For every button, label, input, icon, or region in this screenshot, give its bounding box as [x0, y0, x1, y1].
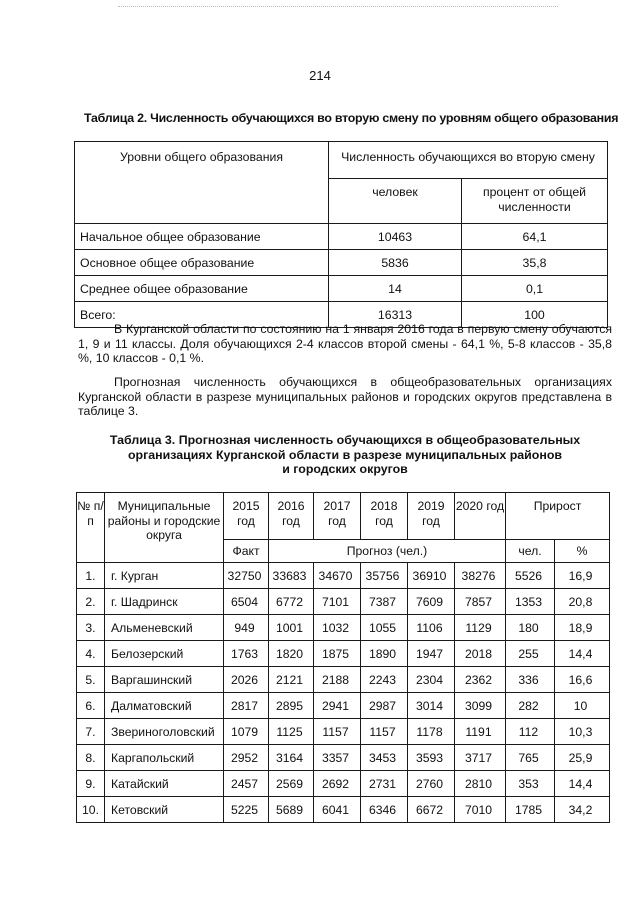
table3-header-forecast: Прогноз (чел.)	[269, 540, 506, 563]
table2-header-count-group: Численность обучающихся во вторую смену	[329, 142, 608, 179]
table3-growth-people: 255	[506, 641, 555, 667]
table3-value-2015: 6504	[224, 589, 269, 615]
table-row	[75, 276, 608, 302]
table3-value-2015: 32750	[224, 563, 269, 589]
paragraph-2	[78, 375, 612, 419]
table3-value-2018: 3453	[361, 745, 408, 771]
table3-header-year: 2016 год	[269, 493, 314, 540]
table3-value-2018: 2243	[361, 667, 408, 693]
table3-header-num: № п/п	[77, 493, 105, 563]
table3-district-name: Белозерский	[105, 641, 224, 667]
table3-value-2020: 2362	[455, 667, 506, 693]
paragraph-2-text: Прогнозная численность обучающихся в общеобразовательных организациях Курганской области в разрезе муниципальных районов и городских округов представлена в таблице 3.	[78, 375, 612, 418]
table3-row-num: 3.	[77, 615, 105, 641]
table3-growth-people: 180	[506, 615, 555, 641]
table3-header-district: Муниципальные районы и городские округа	[105, 493, 224, 563]
table3-row-num: 4.	[77, 641, 105, 667]
table3-growth-people: 1785	[506, 797, 555, 823]
table2-caption: Таблица 2. Численность обучающихся во вторую смену по уровням общего образования	[84, 111, 619, 125]
table3	[76, 492, 610, 823]
paragraph-1-text: В Курганской области по состоянию на 1 января 2016 года в первую смену обучаются 1, 9 и 11 классы. Доля обучающихся 2-4 классов второй смены - 64,1 %, 5-8 классов - 35,8 %, 10 классов - 0,1 %.	[78, 322, 612, 365]
table3-value-2020: 3099	[455, 693, 506, 719]
table2-header-people: человек	[329, 179, 462, 224]
table3-value-2019: 1947	[408, 641, 455, 667]
table3-growth-people: 765	[506, 745, 555, 771]
table3-value-2017: 6041	[314, 797, 361, 823]
table3-value-2015: 949	[224, 615, 269, 641]
table3-header-year: 2020 год	[455, 493, 506, 540]
table3-value-2015: 2952	[224, 745, 269, 771]
table3-value-2019: 2760	[408, 771, 455, 797]
table3-value-2017: 1157	[314, 719, 361, 745]
table3-value-2017: 34670	[314, 563, 361, 589]
table-row	[77, 563, 610, 589]
table3-district-name: Варгашинский	[105, 667, 224, 693]
table3-header-year: 2017 год	[314, 493, 361, 540]
table2-header-row	[75, 142, 608, 179]
table3-growth-percent: 14,4	[555, 771, 610, 797]
table-row	[77, 771, 610, 797]
table3-value-2015: 2026	[224, 667, 269, 693]
table3-value-2017: 2941	[314, 693, 361, 719]
table-row	[77, 589, 610, 615]
table-row	[77, 797, 610, 823]
table3-growth-people: 336	[506, 667, 555, 693]
table3-body	[77, 563, 610, 823]
table3-value-2016: 1820	[269, 641, 314, 667]
table3-value-2016: 1001	[269, 615, 314, 641]
table3-value-2019: 7609	[408, 589, 455, 615]
table3-growth-percent: 20,8	[555, 589, 610, 615]
table3-growth-percent: 10,3	[555, 719, 610, 745]
table3-value-2016: 3164	[269, 745, 314, 771]
table2-people: 16313	[329, 302, 462, 328]
table3-header-row	[77, 493, 610, 540]
table3-value-2017: 1875	[314, 641, 361, 667]
table3-value-2016: 5689	[269, 797, 314, 823]
table3-growth-percent: 10	[555, 693, 610, 719]
table3-header-year: 2019 год	[408, 493, 455, 540]
table3-growth-people: 112	[506, 719, 555, 745]
table3-row-num: 9.	[77, 771, 105, 797]
table2-percent: 35,8	[462, 250, 608, 276]
table3-value-2020: 7857	[455, 589, 506, 615]
table-row	[77, 615, 610, 641]
table2-header-levels: Уровни общего образования	[75, 142, 329, 224]
table2-percent: 0,1	[462, 276, 608, 302]
table3-caption-line-1: Таблица 3. Прогнозная численность обучающихся в общеобразовательных	[109, 433, 581, 447]
table3-row-num: 1.	[77, 563, 105, 589]
table3-row-num: 7.	[77, 719, 105, 745]
table3-value-2016: 6772	[269, 589, 314, 615]
table3-caption-line-2: организациях Курганской области в разрезе муниципальных районов	[127, 447, 563, 462]
table-row	[75, 250, 608, 276]
table3-district-name: Катайский	[105, 771, 224, 797]
table3-value-2015: 1079	[224, 719, 269, 745]
table2-level: Основное общее образование	[75, 250, 329, 276]
table2	[74, 141, 608, 328]
table2-people: 5836	[329, 250, 462, 276]
table2-percent: 100	[462, 302, 608, 328]
table3-value-2017: 2188	[314, 667, 361, 693]
table3-growth-percent: 14,4	[555, 641, 610, 667]
table3-row-num: 2.	[77, 589, 105, 615]
table3-header-year: 2015 год	[224, 493, 269, 540]
table3-value-2019: 3593	[408, 745, 455, 771]
table3-row-num: 6.	[77, 693, 105, 719]
table3-value-2020: 2018	[455, 641, 506, 667]
table3-value-2018: 2987	[361, 693, 408, 719]
table2-people: 10463	[329, 224, 462, 250]
paragraph-1	[78, 322, 612, 366]
table3-value-2020: 7010	[455, 797, 506, 823]
table3-growth-percent: 34,2	[555, 797, 610, 823]
table-row	[77, 719, 610, 745]
table3-value-2018: 35756	[361, 563, 408, 589]
table3-caption-line-3: и городских округов	[282, 462, 408, 476]
table2-level: Среднее общее образование	[75, 276, 329, 302]
table3-district-name: Каргапольский	[105, 745, 224, 771]
table3-value-2020: 2810	[455, 771, 506, 797]
table3-row-num: 10.	[77, 797, 105, 823]
table3-value-2018: 7387	[361, 589, 408, 615]
table3-row-num: 8.	[77, 745, 105, 771]
table3-header-people: чел.	[506, 540, 555, 563]
table3-value-2018: 2731	[361, 771, 408, 797]
table3-value-2020: 38276	[455, 563, 506, 589]
table3-row-num: 5.	[77, 667, 105, 693]
table3-value-2019: 36910	[408, 563, 455, 589]
table3-value-2016: 2569	[269, 771, 314, 797]
table3-growth-people: 5526	[506, 563, 555, 589]
table3-value-2019: 3014	[408, 693, 455, 719]
table3-value-2015: 5225	[224, 797, 269, 823]
table2-percent: 64,1	[462, 224, 608, 250]
table3-header-percent: %	[555, 540, 610, 563]
table3-district-name: г. Курган	[105, 563, 224, 589]
table3-header-fact: Факт	[224, 540, 269, 563]
table3-growth-people: 353	[506, 771, 555, 797]
table-row	[75, 224, 608, 250]
table3-growth-people: 282	[506, 693, 555, 719]
table3-value-2017: 3357	[314, 745, 361, 771]
table3-value-2015: 2817	[224, 693, 269, 719]
table3-value-2018: 1055	[361, 615, 408, 641]
table3-growth-percent: 25,9	[555, 745, 610, 771]
table-row	[77, 667, 610, 693]
table3-value-2015: 1763	[224, 641, 269, 667]
table3-value-2016: 1125	[269, 719, 314, 745]
table3-caption	[78, 433, 612, 477]
table2-level: Всего:	[75, 302, 329, 328]
table3-value-2020: 1129	[455, 615, 506, 641]
table3-value-2017: 1032	[314, 615, 361, 641]
table3-value-2016: 33683	[269, 563, 314, 589]
table3-growth-percent: 18,9	[555, 615, 610, 641]
table-row	[77, 693, 610, 719]
table3-district-name: Звериноголовский	[105, 719, 224, 745]
table3-growth-percent: 16,6	[555, 667, 610, 693]
table3-header-growth: Прирост	[506, 493, 610, 540]
table3-growth-percent: 16,9	[555, 563, 610, 589]
table3-value-2017: 7101	[314, 589, 361, 615]
table3-header-year: 2018 год	[361, 493, 408, 540]
table-row	[77, 641, 610, 667]
table-row	[77, 745, 610, 771]
table3-value-2018: 1890	[361, 641, 408, 667]
table3-district-name: г. Шадринск	[105, 589, 224, 615]
scan-artifact-line	[118, 6, 558, 7]
table3-value-2016: 2895	[269, 693, 314, 719]
table3-value-2018: 1157	[361, 719, 408, 745]
table3-value-2019: 2304	[408, 667, 455, 693]
table3-value-2018: 6346	[361, 797, 408, 823]
table3-district-name: Кетовский	[105, 797, 224, 823]
table3-district-name: Далматовский	[105, 693, 224, 719]
table3-value-2020: 1191	[455, 719, 506, 745]
table3-value-2020: 3717	[455, 745, 506, 771]
table3-value-2019: 6672	[408, 797, 455, 823]
table3-district-name: Альменевский	[105, 615, 224, 641]
table3-value-2019: 1178	[408, 719, 455, 745]
table3-value-2019: 1106	[408, 615, 455, 641]
table3-value-2016: 2121	[269, 667, 314, 693]
page-number: 214	[309, 68, 331, 83]
table3-growth-people: 1353	[506, 589, 555, 615]
table2-people: 14	[329, 276, 462, 302]
table3-value-2015: 2457	[224, 771, 269, 797]
table2-header-percent: процент от общей численности	[462, 179, 608, 224]
table2-level: Начальное общее образование	[75, 224, 329, 250]
table3-value-2017: 2692	[314, 771, 361, 797]
